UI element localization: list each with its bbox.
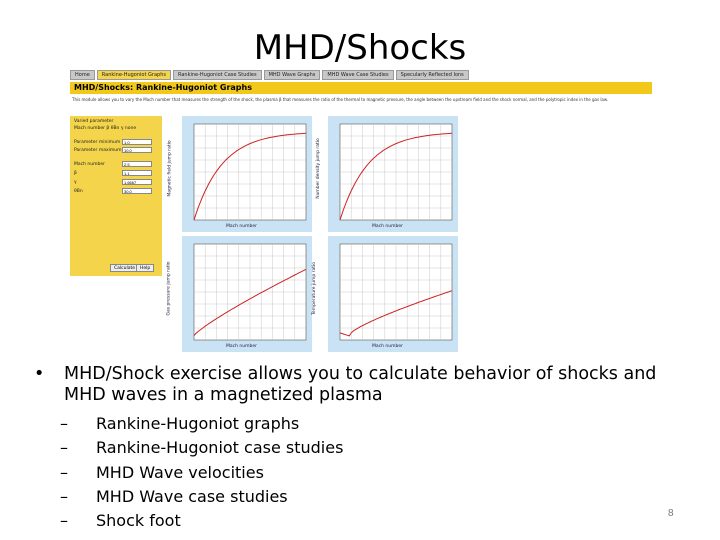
tab-rh-case-studies[interactable]: Rankine-Hugoniot Case Studies <box>173 70 262 80</box>
tab-mhd-wave-case-studies[interactable]: MHD Wave Case Studies <box>322 70 393 80</box>
tab-reflected-ions[interactable]: Specularly Reflected Ions <box>396 70 469 80</box>
plot-temperature <box>312 236 458 352</box>
theta-input[interactable]: 30.0 <box>122 188 152 194</box>
plot-xlabel: Mach number <box>226 224 257 229</box>
plot-xlabel: Mach number <box>372 224 403 229</box>
list-item <box>60 461 684 485</box>
dash-marker: – <box>60 511 68 531</box>
app-description: This module allows you to vary the Mach number that measures the strength of the shock, the plasma β that measures the ratio of the thermal to magnetic pressure, the angle between the upstream field and the shock normal, and the polytropic index in the gas law. <box>72 97 609 102</box>
calculate-button[interactable]: Calculate <box>110 264 139 272</box>
tab-home[interactable]: Home <box>70 70 95 80</box>
param-max-input[interactable]: 10.0 <box>122 147 152 153</box>
dash-marker: – <box>60 414 68 433</box>
beta-label: β <box>74 171 77 176</box>
list-item-text: Shock foot <box>96 511 181 531</box>
bullet-list <box>34 364 684 533</box>
control-panel <box>70 116 162 276</box>
page-number: 8 <box>668 508 674 519</box>
list-item-text: MHD Wave velocities <box>96 462 264 482</box>
list-item <box>60 412 684 436</box>
list-item <box>60 509 684 533</box>
list-item-text: MHD Wave case studies <box>96 486 288 506</box>
dash-marker: – <box>60 462 68 482</box>
param-max-label: Parameter maximum <box>74 148 122 153</box>
theta-label: θBn <box>74 189 83 194</box>
beta-input[interactable]: 1.1 <box>122 170 152 176</box>
plot-gas-pressure <box>166 236 312 352</box>
list-item-text: Rankine-Hugoniot case studies <box>96 438 344 458</box>
list-item <box>60 485 684 509</box>
app-banner-title: MHD/Shocks: Rankine-Hugoniot Graphs <box>70 82 652 94</box>
plot-number-density <box>315 116 458 232</box>
plot-ylabel: Magnetic field jump ratio <box>167 140 173 197</box>
main-bullet-text: MHD/Shock exercise allows you to calculate behavior of shocks and MHD waves in a magnetized plasma <box>64 364 657 405</box>
slide-title: MHD/Shocks <box>253 28 467 68</box>
list-item <box>60 436 684 460</box>
app-screenshot <box>70 70 652 356</box>
plot-canvas <box>182 116 312 232</box>
tab-rh-graphs[interactable]: Rankine-Hugoniot Graphs <box>97 70 171 80</box>
plot-ylabel: Gas pressure jump ratio <box>166 261 172 316</box>
plot-ylabel: Number density jump ratio <box>315 138 321 199</box>
varied-parameter-options[interactable]: Mach number β θBn γ none <box>74 126 137 131</box>
plot-canvas <box>182 236 312 352</box>
gamma-label: γ <box>74 180 77 185</box>
list-item-text: Rankine-Hugoniot graphs <box>96 414 300 433</box>
varied-parameter-label: Varied parameter <box>74 119 114 124</box>
tab-mhd-wave-graphs[interactable]: MHD Wave Graphs <box>264 70 321 80</box>
param-min-input[interactable]: 1.0 <box>122 139 152 145</box>
plot-xlabel: Mach number <box>372 344 403 349</box>
param-min-label: Parameter minimum <box>74 140 121 145</box>
mach-label: Mach number <box>74 162 105 167</box>
main-bullet <box>34 364 684 406</box>
plot-canvas <box>328 116 458 232</box>
dash-marker: – <box>60 486 68 506</box>
bullet-marker: • <box>34 364 45 384</box>
sub-bullet-list <box>60 412 684 533</box>
help-button[interactable]: Help <box>136 264 154 272</box>
gamma-input[interactable]: 1.6667 <box>122 179 152 185</box>
app-tab-bar <box>70 70 469 80</box>
plot-ylabel: Temperature jump ratio <box>312 261 318 316</box>
mach-input[interactable]: 2.5 <box>122 161 152 167</box>
plot-xlabel: Mach number <box>226 344 257 349</box>
plot-magnetic-field <box>167 116 312 232</box>
dash-marker: – <box>60 438 68 458</box>
plot-canvas <box>328 236 458 352</box>
